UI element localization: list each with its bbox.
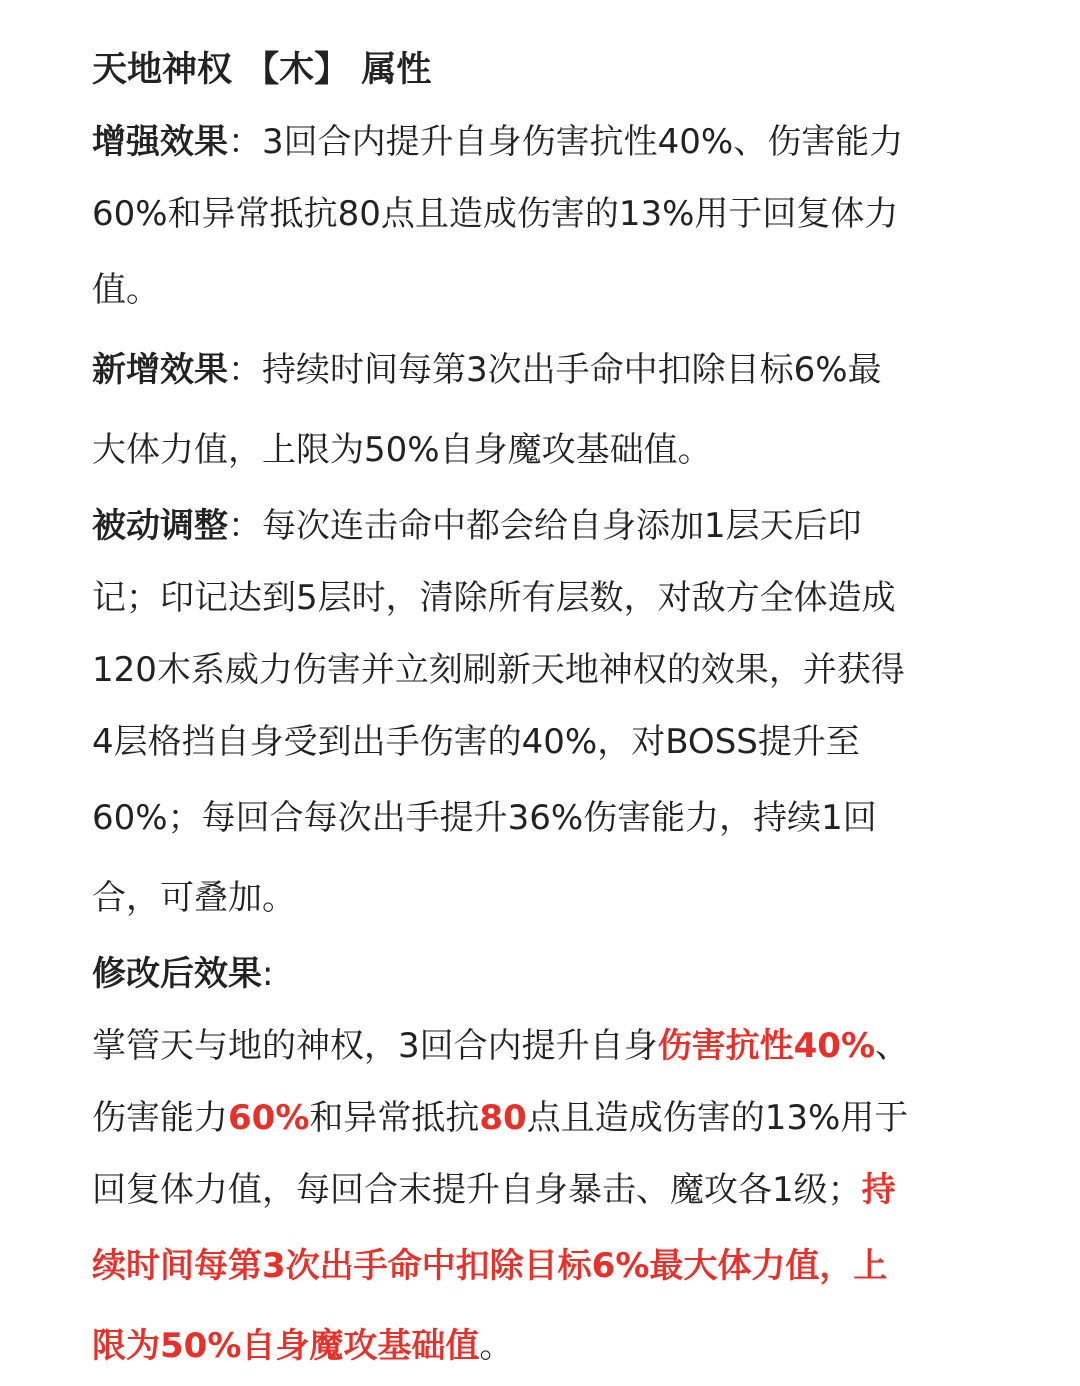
passive-line-4: 4层格挡自身受到出手伤害的40%，对BOSS提升至 <box>92 722 860 762</box>
document <box>92 38 992 1386</box>
highlight-duration-end: 限为50%自身魔攻基础值 <box>92 1326 480 1366</box>
highlight-damage-ability: 60% <box>228 1098 310 1138</box>
added-text-1: 持续时间每第3次出手命中扣除目标6%最 <box>262 350 882 390</box>
passive-line-5: 60%；每回合每次出手提升36%伤害能力，持续1回 <box>92 798 877 838</box>
added-line-1 <box>92 330 992 410</box>
added-section <box>92 330 992 490</box>
passive-label: 被动调整 <box>92 506 228 546</box>
enhance-label: 增强效果 <box>92 122 228 162</box>
modified-line-2 <box>92 1082 992 1154</box>
modified-line-5-b: 。 <box>479 1326 514 1366</box>
modified-line-1-c: 、 <box>875 1026 910 1066</box>
passive-section <box>92 490 992 938</box>
enhance-line-3: 值。 <box>92 270 160 310</box>
modified-section <box>92 938 992 1386</box>
added-label: 新增效果 <box>92 350 228 390</box>
modified-line-3-a: 回复体力值，每回合末提升自身暴击、魔攻各1级； <box>92 1170 862 1210</box>
passive-line-1 <box>92 490 992 562</box>
added-line-2: 大体力值，上限为50%自身魔攻基础值。 <box>92 430 712 470</box>
passive-line-2: 记；印记达到5层时，清除所有层数，对敌方全体造成 <box>92 578 896 618</box>
modified-line-1-a: 掌管天与地的神权，3回合内提升自身 <box>92 1026 658 1066</box>
passive-line-6: 合，可叠加。 <box>92 878 296 918</box>
modified-line-4 <box>92 1226 992 1306</box>
enhance-sep: ： <box>228 122 262 162</box>
highlight-duration-start: 持 <box>861 1170 896 1210</box>
modified-sep: : <box>262 954 274 994</box>
modified-line-2-c: 和异常抵抗 <box>309 1098 480 1138</box>
enhance-line-1 <box>92 106 992 178</box>
modified-line-1 <box>92 1010 992 1082</box>
highlight-abnormal-resist: 80 <box>479 1098 527 1138</box>
modified-line-2-e: 点且造成伤害的13%用于 <box>526 1098 909 1138</box>
modified-line-3 <box>92 1154 992 1226</box>
modified-line-5 <box>92 1306 992 1386</box>
enhance-section <box>92 106 992 330</box>
enhance-text-1: 3回合内提升自身伤害抗性40%、伤害能力 <box>262 122 904 162</box>
passive-line-3: 120木系威力伤害并立刻刷新天地神权的效果，并获得 <box>92 650 905 690</box>
modified-heading-line <box>92 938 992 1010</box>
enhance-line-2: 60%和异常抵抗80点且造成伤害的13%用于回复体力 <box>92 194 899 234</box>
highlight-damage-resist: 伤害抗性40% <box>657 1026 876 1066</box>
highlight-duration-mid: 续时间每第3次出手命中扣除目标6%最大体力值，上 <box>92 1246 888 1286</box>
page-title: 天地神权 【木】 属性 <box>92 50 432 90</box>
passive-text-1: 每次连击命中都会给自身添加1层天后印 <box>262 506 862 546</box>
passive-sep: ： <box>228 506 262 546</box>
added-sep: ： <box>228 350 262 390</box>
modified-label: 修改后效果 <box>92 954 262 994</box>
modified-line-2-a: 伤害能力 <box>92 1098 228 1138</box>
